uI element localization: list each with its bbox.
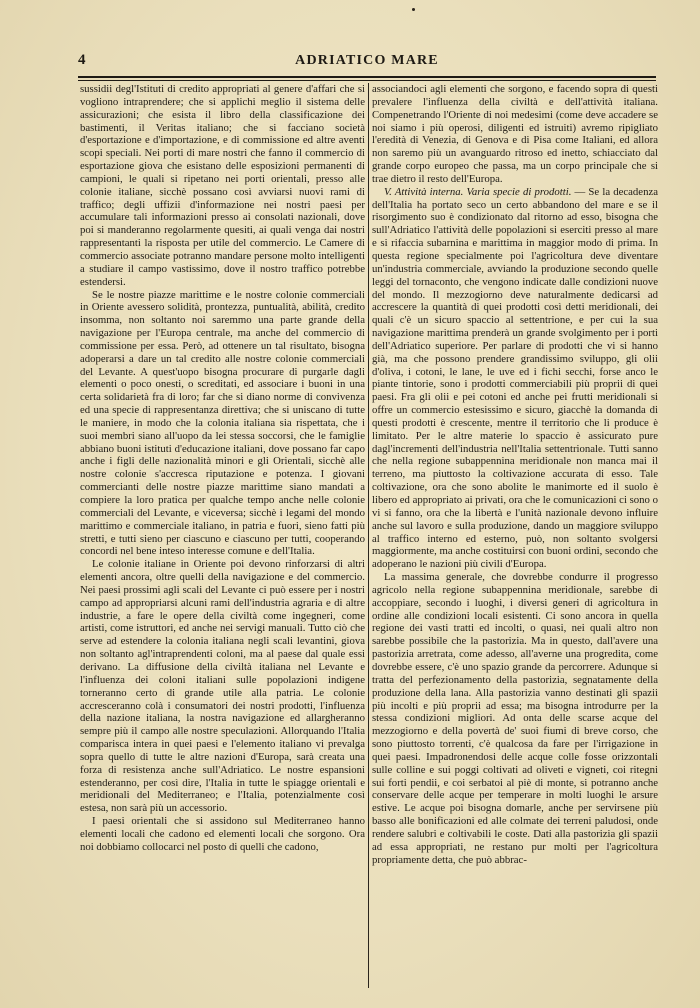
section-heading: V. Attività interna. Varia specie di prodotti. [384, 185, 572, 198]
left-paragraph-3: Le colonie italiane in Oriente poi devono rinforzarsi di altri elementi ancora, oltre quelli della navigazione e del commercio. Nei paesi prossimi agli scali del Levante ci può essere per i nostri campo ad appropriarsi alcuni rami dell'industria agraria e di altre industrie, a fare le opere della civiltà come ingegneri, come artisti, come istruttori, ed anche nei servigi manuali. Tutto ciò che serve ad estendere la colonia italiana negli scali levantini, giova non soltanto agl'intraprendenti coloni, ma al paese dal quale essi derivano. La diffusione della civiltà italiana nel Levante e l'influenza dei coloni italiani sulle popolazioni indigene torneranno certo di grande utile alla patria. Le colonie accresceranno colà i consumatori dei nostri prodotti, l'influenza della nazione italiana, la nostra navigazione ed allargheranno sempre più il campo alle nostre speculazioni. Allorquando l'Italia comparisca intera in quei paesi e l'elemento italiano vi prevalga sopra quello di tutte le altre nazioni d'Europa, sarà creata una forza di resistenza anche sull'Adriatico. Le nostre espansioni estenderanno, per così dire, l'Italia in tutte le spiagge orientali e meridionali del Mediterraneo; e l'Italia, potenzialmente così estesa, non sarà più un accessorio. [80, 558, 365, 815]
right-paragraph-2-body: — Se la decadenza dell'Italia ha portato seco un certo abbandono del mare e se il risorgimento suo è condizionato dal ritorno ad esso, bisogna che sull'Adriatico l'attività delle popolazioni si eserciti presso al mare e si rifaccia subarnina e marittima in maggior modo di prima. In questa regione specialmente poi l'agricoltura deve diventare un'industria commerciale, avviando la produzione secondo quelle leggi del tornaconto, che vengono indicate dalle condizioni nuove del mondo. Il mezzogiorno deve naturalmente dedicarsi ad accrescere la quantità di quei prodotti così detti meridionali, dei quali c'è un sicuro spaccio al settentrione, e per cui la sua navigazione marittima prenderà un grande svolgimento per i porti dell'Adriatico superiore. Per parlare di prodotti che vi si hanno già, ma che possono prendere grandissimo sviluppo, gli olii d'oliva, i cotoni, le lane, le uve ed i fichi secchi, forse anco le piante tintorie, sono i prodotti commerciabili più proprii di quei paesi. Fra gli olii e pei cotoni ed anche pei frutti meridionali si offre un commercio estesissimo e sicuro, giacchè la domanda di questi prodotti è crescente, mentre il territorio che li produce è limitato. Per le altre materie lo spaccio è assicurato pure dagl'incrementi dell'industria nell'Italia settentrionale. Tutti sanno che nella regione subappennina meridionale non manca mai il terreno, ma piuttosto la coltivazione accurata di esso. Tale coltivazione, ora che sono abolite le manimorte ed il suolo è libero ed appropriato ai privati, ora che le comunicazioni ci sono o vi si fanno, ora che la libertà e l'unità nazionale devono influire anche sul lavoro e sulla produzione, dando un maggiore sviluppo al traffico interno ed esterno, può, non soltanto svolgersi maggiormente, ma anche costituirsi con buoni ordini, secondo che adoperano le nazioni più civili d'Europa. [372, 185, 658, 571]
page-number: 4 [78, 52, 86, 68]
right-column [372, 83, 658, 988]
header-rule [78, 76, 656, 78]
right-paragraph-3: La massima generale, che dovrebbe condurre il progresso agricolo nella regione subappennina meridionale, sarebbe di accoppiare, secondo i luoghi, i diversi generi di agricoltura in ordine alle condizioni locali esistenti. Ci sono ancora in quella regione dei vasti tratti ed incolti, o quasi, nei quali altro non sarebbe possibile che la pastorizia. Ma in questo, dall'avere una pastorizia arretrata, come adesso, all'averne una progredita, come dovrebbe essere, c'è uno spazio grande da percorrere. Adunque si tratta del perfezionamento della pastorizia, segnatamente della produzione della lana. Alla pastorizia vanno destinati gli spazii più incolti e più proprii ad essa; ma bisogna introdurre per la stessa condizioni migliori. Ad onta delle scarse acque del mezzogiorno e della povertà de' suoi fiumi di breve corso, che sono piuttosto torrenti, c'è qualcosa da fare per l'irrigazione in quei paesi. Impadronendosi delle acque colle fosse orizzontali sulle colline e sui poggi coltivati ad oliveti e vigneti, coi ritegni sui forti pendii, e coi serbatoi al piè di monte, si potranno anche conservare delle acque per temperare in molti luoghi le arsure estive. Le acque poi bisogna domarle, anche per servirsene più basso alle bonificazioni ed alle colmate dei terreni paludosi, onde rendere salubri e coltivabili le coste. Dati alla pastorizia gli spazii ad essa appropriati, ne restano pur molti per l'agricoltura propriamente detta, che può abbrac- [372, 571, 658, 866]
right-paragraph-1: associandoci agli elementi che sorgono, e facendo sopra di questi prevalere l'influenza della civiltà e dell'attività italiana. Compenetrando l'Oriente di noi medesimi (come deve accadere se noi siamo i più operosi, diligenti ed istruiti) avremo ripigliato l'eredità di Venezia, di Genova e di Pisa come Italiani, ed allora non saremo più un avanguardo ritroso ed inetto, schiacciato dal grande corpo europeo che passa, ma un corpo principale che si trae dietro il resto dell'Europa. [372, 83, 658, 185]
left-column [80, 83, 365, 988]
right-paragraph-2 [372, 186, 658, 571]
column-divider [368, 83, 369, 988]
header-rule-thin [78, 80, 656, 81]
left-paragraph-2: Se le nostre piazze marittime e le nostre colonie commerciali in Oriente avessero solidità, prontezza, puntualità, abilità, credito insomma, non soltanto noi saremmo una parte grande della navigazione per l'Europa centrale, ma anche del commercio di commissione per essa. Però, ad ottenere un tal risultato, bisogna adoperarsi a dare un tal credito alle nostre colonie commerciali del Levante. A quest'uopo bisogna procurare di purgarle dagli elementi o poco onesti, o screditati, ed associare i buoni in una certa solidarietà fra di loro; far che si diano norme di convivenza ed una specie di rappresentanza direttiva; che si uniscano di tutte le maniere, in modo che la colonia italiana sia rispettata, che i suoi membri siano all'uopo da lei stessa soccorsi, che le famiglie abbiano buoni istituti d'educazione italiani, dove possano far capo anche i figli delle nazionalità minori e gli Orientali, sicchè alle nostre colonie s'accresca riputazione e potenza. I giovani commercianti delle nostre piazze marittime siano mandati a compiere la loro pratica per qualche tempo anche nelle colonie commerciali del Levante, e viceversa; sicchè i legami del mondo marittimo e commerciale italiano, in patria e fuori, sieno fatti più stretti, e tutti sieno per ciascuno e ciascuno per tutti, cooperando concordi nel bene inteso interesse comune e dell'Italia. [80, 288, 365, 558]
page-header [78, 52, 656, 74]
ink-speck [412, 8, 415, 11]
journal-title: ADRIATICO MARE [295, 53, 439, 68]
left-paragraph-1: sussidii degl'Istituti di credito appropriati al genere d'affari che si vogliono intraprendere; che si applichi meglio il sistema delle assicurazioni; che esista il libro della classificazione dei bastimenti, il Veritas italiano; che si facciano società d'esportazione e d'importazione, e di commissione ed altre aventi scopi speciali. Nei porti di mare nostri che fanno il commercio di esportazione giova che esistano delle esposizioni permanenti di campioni, le quali si ripetano nei porti orientali, presso alle colonie italiane, sicchè possano così avviarsi nuovi rami di traffico; degli uffizii d'informazione nei nostri paesi per accumulare tali informazioni presso ai consolati nazionali, dove poi si manderanno regolarmente quesiti, ai quali venga dai nostri rappresentanti la risposta per utile del commercio. Le Camere di commercio associate potranno mandare persone molto intelligenti a studiare il campo vastissimo, dove il nostro traffico potrebbe estendersi. [80, 83, 365, 288]
left-paragraph-4: I paesi orientali che si assidono sul Mediterraneo hanno elementi locali che cadono ed elementi locali che sorgono. Ora noi dobbiamo collocarci nel posto di quelli che cadono, [80, 815, 365, 853]
